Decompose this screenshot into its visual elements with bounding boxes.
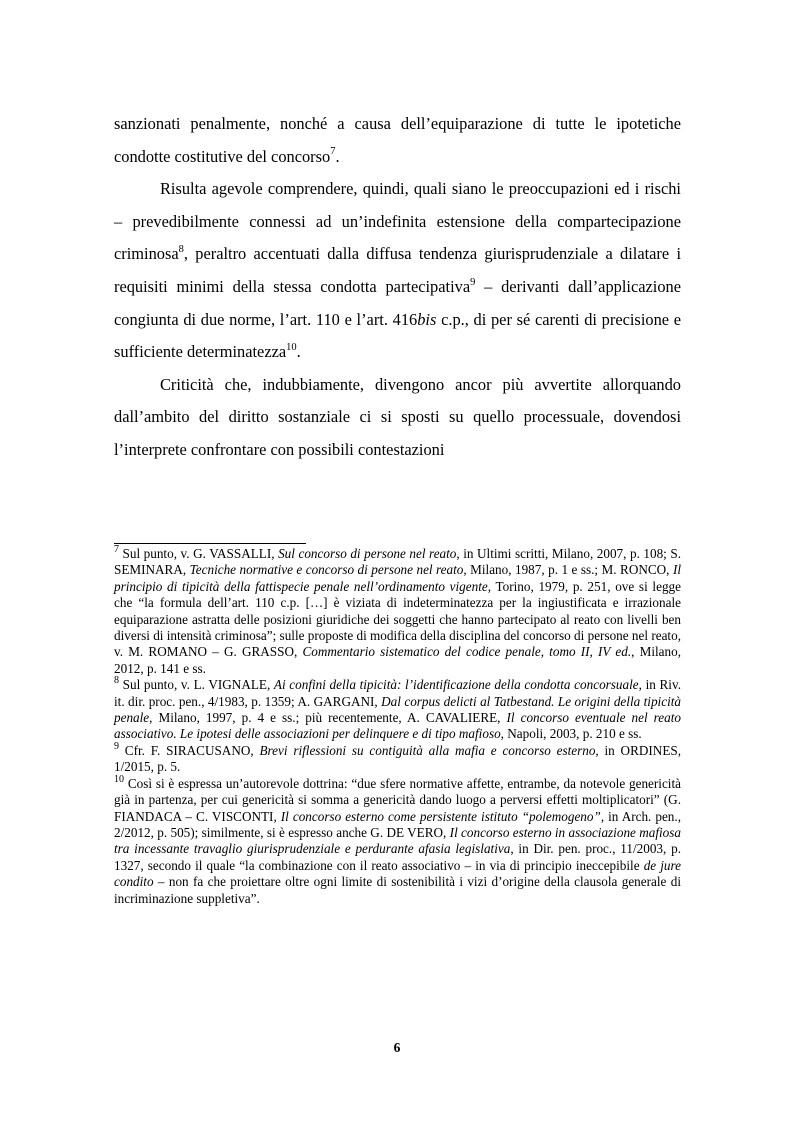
body-text (114, 108, 681, 467)
footnote-text: , in Ultimi scritti, Milano, 2007, p. 108; S. SEMINARA, (114, 546, 682, 578)
footnote-number: 7 (114, 544, 119, 556)
paragraph-2-text-b: , peraltro accentuati dalla diffusa tendenza giurisprudenziale a dilatare i requisiti minimi della stessa condotta partecipativa (114, 244, 681, 296)
footnote-italic-text: Il principio di tipicità della fattispecie penale nell’ordinamento vigente (114, 562, 682, 594)
footnote-text: Sul punto, v. L. VIGNALE, (119, 677, 274, 693)
footnote-text: , Milano, 1987, p. 1 e ss.; M. RONCO, (463, 562, 673, 578)
footnote-ref-8: 8 (178, 243, 184, 255)
footnote-italic-text: Il concorso esterno in associazione mafiosa tra incessante travaglio giurisprudenziale e perdurante afasia legislativa (114, 824, 681, 857)
footnote-text: , Milano, 2012, p. 141 e ss. (114, 644, 681, 676)
footnote-ref-10: 10 (286, 341, 297, 353)
paragraph-2-text-a: Risulta agevole comprendere, quindi, quali siano le preoccupazioni ed i rischi – prevedibilmente connessi ad un’indefinita estensione della compartecipazione criminosa (114, 179, 681, 264)
paragraph-2-text-c: – derivanti dall’applicazione congiunta di due norme, l’art. 110 e l’art. 416 (114, 276, 681, 329)
paragraph-1-text: sanzionati penalmente, nonché a causa dell’equiparazione di tutte le ipotetiche condotte costitutive del concorso (114, 114, 681, 166)
footnote-text: – non fa che proiettare oltre ogni limite di sostenibilità i vizi d’origine della clausola generale di incriminazione suppletiva”. (114, 874, 681, 906)
paragraph-1-end: . (335, 146, 340, 166)
footnotes (114, 546, 681, 907)
footnote-8 (114, 677, 681, 743)
footnote-italic-text: Il concorso eventuale nel reato associativo. Le ipotesi delle associazioni per delinquere e di tipo mafioso (114, 710, 682, 742)
footnote-10 (114, 773, 681, 907)
footnote-9 (114, 740, 682, 776)
footnote-italic-text: Dal corpus delicti al Tatbestand. Le origini della tipicità penale (114, 693, 681, 726)
paragraph-3-text: Criticità che, indubbiamente, divengono ancor più avvertite allorquando dall’ambito del diritto sostanziale ci si sposti su quello processuale, dovendosi l’interprete confrontare con possibili contestazioni (114, 374, 681, 459)
footnote-italic-text: Tecniche normative e concorso di persone nel reato (189, 562, 464, 578)
paragraph-2-end: . (296, 342, 301, 362)
footnote-italic-text: Commentario sistematico del codice penale, tomo II, IV ed. (302, 644, 632, 660)
footnote-italic-text: de jure condito (114, 857, 681, 890)
footnote-number: 9 (114, 740, 119, 752)
paragraph-2-italic: bis (417, 309, 437, 329)
footnote-text: Cfr. F. SIRACUSANO, (119, 742, 260, 758)
paragraph-3 (114, 369, 681, 467)
footnote-text: , in Arch. pen., 2/2012, p. 505); similmente, si è espresso anche G. DE VERO, (114, 808, 681, 840)
footnote-italic-text: Il concorso esterno come persistente istituto “polemogeno” (280, 808, 601, 824)
footnote-ref-7: 7 (330, 146, 336, 158)
footnote-italic-text: Sul concorso di persone nel reato (278, 546, 457, 561)
paragraph-1 (114, 108, 681, 173)
footnote-italic-text: Ai confini della tipicità: l’identificazione della condotta concorsuale (273, 677, 639, 693)
footnote-separator (114, 543, 306, 544)
footnote-text: Sul punto, v. G. VASSALLI, (119, 546, 279, 561)
footnote-7 (114, 546, 681, 677)
paragraph-2 (114, 173, 681, 369)
footnote-text: , in ORDINES, 1/2015, p. 5. (114, 742, 682, 775)
footnote-italic-text: Brevi riflessioni su contiguità alla mafia e concorso esterno (259, 742, 596, 758)
footnote-text: Così si è espressa un’autorevole dottrina: “due sfere normative affette, entrambe, da notevole genericità già in partenza, per cui genericità si somma a genericità dando luogo a perversi effetti moltiplicatori” (G. FIANDACA – C. VISCONTI, (114, 775, 681, 824)
page-number: 6 (393, 1040, 401, 1055)
footnote-number: 8 (114, 675, 119, 687)
footnote-text: , Napoli, 2003, p. 210 e ss. (500, 726, 642, 742)
footnote-ref-9: 9 (470, 276, 476, 288)
footnote-text: , in Dir. pen. proc., 11/2003, p. 1327, secondo il quale “la combinazione con il reato associativo – in via di principio ineccepibile (114, 841, 681, 873)
footnote-text: , in Riv. it. dir. proc. pen., 4/1983, p. 1359; A. GARGANI, (114, 677, 681, 709)
footnote-number: 10 (114, 773, 124, 785)
paragraph-2-text-d: c.p., di per sé carenti di precisione e sufficiente determinatezza (114, 309, 682, 362)
footnote-text: , Torino, 1979, p. 251, ove si legge che “la formula dell’art. 110 c.p. […] è viziata di indeterminatezza per la ingiustificata e irrazionale equiparazione astratta delle posizioni giuridiche dei soggetti che hanno partecipato al reato con livelli ben diversi di intensità criminosa”; sulle proposte di modifica della disciplina del concorso di persone nel reato, v. M. ROMANO – G. GRASSO, (114, 578, 681, 660)
footnote-text: , Milano, 1997, p. 4 e ss.; più recentemente, A. CAVALIERE, (149, 710, 507, 726)
